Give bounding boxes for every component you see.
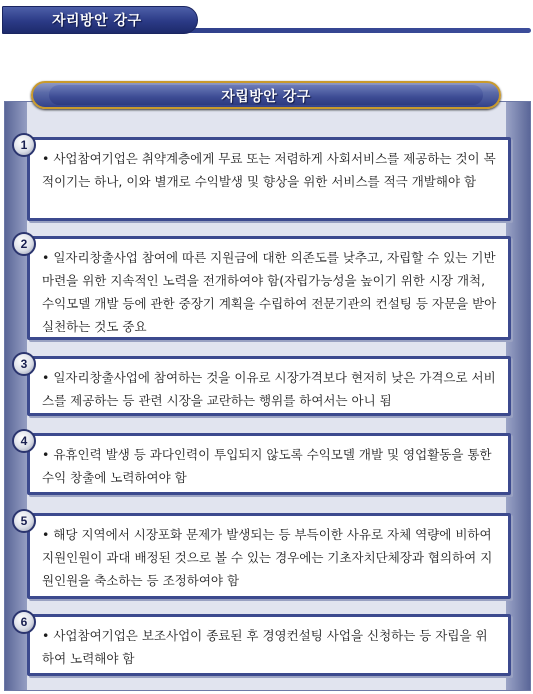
header-rule	[150, 28, 531, 33]
list-item	[27, 236, 511, 340]
section-header	[0, 2, 533, 36]
list-item-text: • 해당 지역에서 시장포화 문제가 발생되는 등 부득이한 사유로 자체 역량에 비하여 지원인원이 과대 배정된 것으로 볼 수 있는 경우에는 기초자치단체장과 협의하여 지원인원을 축소하는 등 조정하여야 함	[42, 527, 493, 588]
item-number-badge: 2	[12, 232, 36, 256]
item-number-badge: 6	[12, 610, 36, 634]
list-item	[27, 433, 511, 495]
panel-left-bevel	[5, 102, 29, 690]
item-number-badge: 5	[12, 509, 36, 533]
list-item-text: • 사업참여기업은 보조사업이 종료된 후 경영컨설팅 사업을 신청하는 등 자립을 위하여 노력해야 함	[42, 628, 488, 666]
list-item	[27, 356, 511, 416]
panel-title: 자립방안 강구	[221, 89, 311, 105]
list-item	[27, 513, 511, 599]
list-item-text: • 사업참여기업은 취약계층에게 무료 또는 저렴하게 사회서비스를 제공하는 것이 목적이기는 하나, 이와 별개로 수익발생 및 향상을 위한 서비스를 적극 개발해야 함	[42, 151, 496, 189]
item-number-badge: 1	[12, 133, 36, 157]
header-title: 자리방안 강구	[52, 13, 142, 29]
list-item-text: • 일자리창출사업에 참여하는 것을 이유로 시장가격보다 현저히 낮은 가격으로 서비스를 제공하는 등 관련 시장을 교란하는 행위를 하여서는 아니 됨	[42, 370, 496, 408]
list-item-text: • 유휴인력 발생 등 과다인력이 투입되지 않도록 수익모델 개발 및 영업활동을 통한 수익 창출에 노력하여야 함	[42, 447, 492, 485]
panel-title-banner	[31, 81, 501, 109]
item-number-badge: 4	[12, 429, 36, 453]
list-item-text: • 일자리창출사업 참여에 따른 지원금에 대한 의존도를 낮추고, 자립할 수 있는 기반 마련을 위한 지속적인 노력을 전개하여야 함(자립가능성을 높이기 위한 시장 개척, 수익모델 개발 등에 관한 중장기 계획을 수립하여 전문기관의 컨설팅 등 자문을 받아 실천하는 것도 중요	[42, 250, 497, 334]
list-item	[27, 614, 511, 676]
list-item	[27, 137, 511, 221]
item-number-badge: 3	[12, 352, 36, 376]
